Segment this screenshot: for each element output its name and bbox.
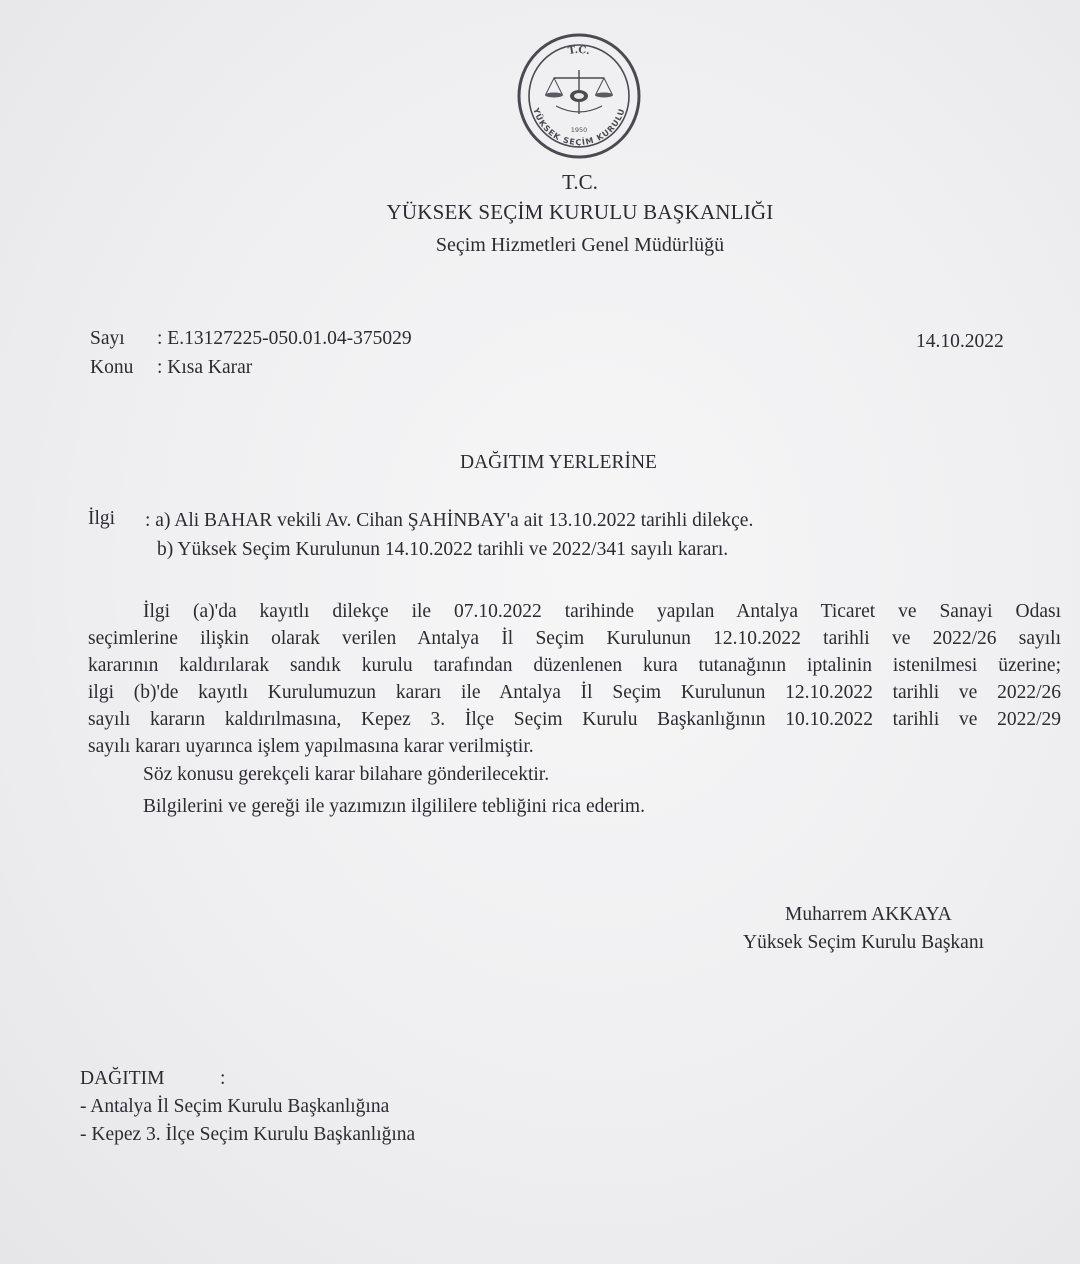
ilgi-a: : a) Ali BAHAR vekili Av. Cihan ŞAHİNBAY'a ait 13.10.2022 tarihli dilekçe.	[145, 510, 754, 531]
konu-label: Konu	[90, 357, 134, 378]
svg-text:1950: 1950	[570, 126, 588, 134]
signatory-name: Muharrem AKKAYA	[785, 904, 952, 925]
body-line: ilgi (b)'de kayıtlı Kurulumuzun kararı ile Antalya İl Seçim Kurulunun 12.10.2022 tarihli ve 2022/26	[88, 682, 1061, 703]
body-line: kararının kaldırılarak sandık kurulu tarafından düzenlenen kura tutanağının iptalinin istenilmesi üzerine;	[88, 655, 1061, 676]
body-line: İlgi (a)'da kayıtlı dilekçe ile 07.10.2022 tarihinde yapılan Antalya Ticaret ve Sanayi Odası	[143, 601, 1061, 622]
institution-heading: YÜKSEK SEÇİM KURULU BAŞKANLIĞI	[386, 200, 774, 224]
ysk-seal-logo	[516, 32, 642, 160]
sayi-value: : E.13127225-050.01.04-375029	[157, 328, 412, 349]
ilgi-label: İlgi	[88, 508, 116, 529]
body-line: sayılı kararın kaldırılmasına, Kepez 3. İlçe Seçim Kurulu Başkanlığının 10.10.2022 tarihli ve 2022/29	[88, 709, 1061, 730]
body-line: seçimlerine ilişkin olarak verilen Antalya İl Seçim Kurulunun 12.10.2022 tarihli ve 2022/26 sayılı	[88, 628, 1061, 649]
signatory-title: Yüksek Seçim Kurulu Başkanı	[743, 932, 985, 953]
tc-heading: T.C.	[562, 170, 598, 194]
sayi-label: Sayı	[90, 328, 125, 349]
distribution-label: DAĞITIM	[80, 1068, 165, 1089]
addressee-heading: DAĞITIM YERLERİNE	[460, 452, 657, 473]
svg-text:YÜKSEK SEÇİM KURULU: YÜKSEK SEÇİM KURULU	[531, 106, 627, 148]
distribution-colon: :	[220, 1068, 226, 1089]
ilgi-b: b) Yüksek Seçim Kurulunun 14.10.2022 tarihli ve 2022/341 sayılı kararı.	[157, 539, 729, 560]
body-line: sayılı kararı uyarınca işlem yapılmasına karar verilmiştir.	[88, 736, 534, 757]
konu-value: : Kısa Karar	[157, 357, 253, 378]
distribution-item: - Antalya İl Seçim Kurulu Başkanlığına	[80, 1096, 390, 1117]
body-paragraph-3: Bilgilerini ve gereği ile yazımızın ilgililere tebliğini rica ederim.	[143, 796, 645, 817]
body-paragraph-2: Söz konusu gerekçeli karar bilahare gönderilecektir.	[143, 764, 550, 785]
document-date: 14.10.2022	[916, 331, 1004, 352]
svg-text:T.C.: T.C.	[567, 44, 591, 58]
department-heading: Seçim Hizmetleri Genel Müdürlüğü	[435, 234, 725, 256]
distribution-item: - Kepez 3. İlçe Seçim Kurulu Başkanlığına	[80, 1124, 416, 1145]
